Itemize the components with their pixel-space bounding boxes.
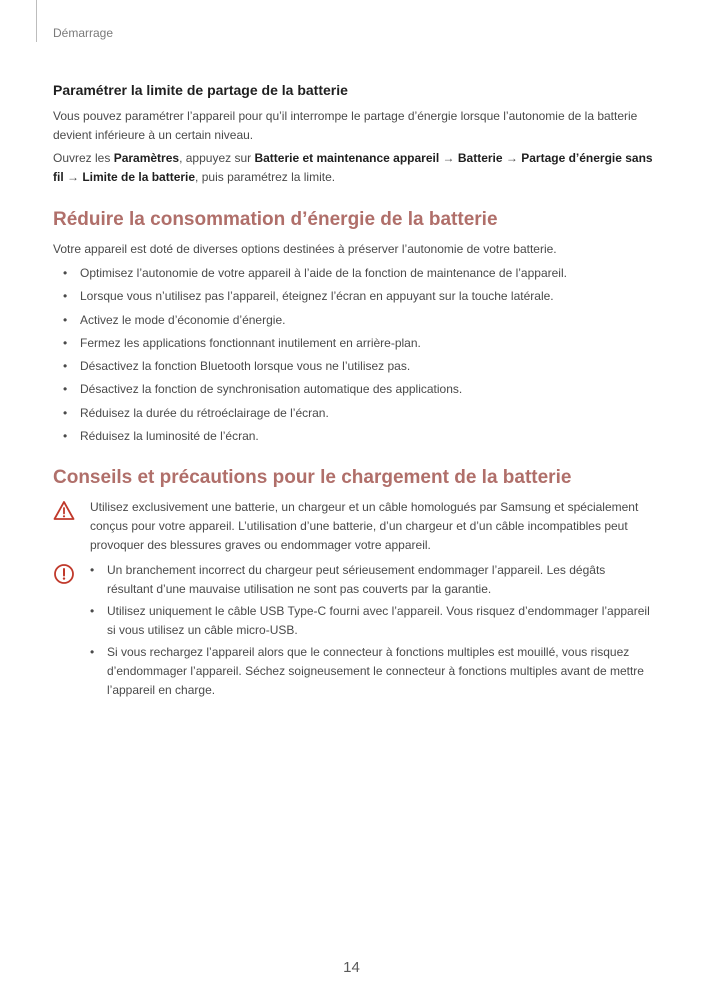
list-item: • Réduisez la durée du rétroéclairage de l’écran. xyxy=(53,405,653,422)
reduce-title: Réduire la consommation d’énergie de la batterie xyxy=(53,209,498,230)
tips-title: Conseils et précautions pour le chargement de la batterie xyxy=(53,467,572,489)
caution-note xyxy=(53,561,653,700)
list-item: • Activez le mode d’économie d’énergie. xyxy=(53,312,653,329)
page-number: 14 xyxy=(343,959,360,976)
list-item: • Optimisez l’autonomie de votre appareil à l’aide de la fonction de maintenance de l’appareil. xyxy=(53,265,653,282)
list-item: • Désactivez la fonction de synchronisation automatique des applications. xyxy=(53,381,653,398)
wireless-share-term: Partage d’énergie sans fil xyxy=(53,151,653,184)
list-item: • Un branchement incorrect du chargeur peut sérieusement endommager l’appareil. Les dégâts résultant d’une mauvaise utilisation ne sont pas couverts par la garantie. xyxy=(90,561,653,599)
warning-triangle-icon xyxy=(53,500,75,522)
caution-list xyxy=(90,561,653,700)
list-item: • Réduisez la luminosité de l’écran. xyxy=(53,428,653,445)
list-item: • Désactivez la fonction Bluetooth lorsque vous ne l’utilisez pas. xyxy=(53,358,653,375)
warning-text: Utilisez exclusivement une batterie, un chargeur et un câble homologués par Samsung et spécialement conçus pour votre appareil. L’utilisation d’une batterie, d’un chargeur et d’un câble incompatibles peut provoquer des blessures graves ou endommager votre appareil. xyxy=(90,500,639,553)
page-content xyxy=(53,82,653,704)
warning-note xyxy=(53,498,653,555)
list-item: • Lorsque vous n’utilisez pas l’appareil, éteignez l’écran en appuyant sur la touche latérale. xyxy=(53,288,653,305)
section-header: Démarrage xyxy=(53,26,114,40)
reduce-intro: Votre appareil est doté de diverses options destinées à préserver l’autonomie de votre batterie. xyxy=(53,242,557,256)
header-rule xyxy=(36,0,37,42)
battery-term: Batterie xyxy=(457,151,503,165)
battery-limit-term: Limite de la batterie xyxy=(82,170,196,184)
list-item: • Fermez les applications fonctionnant inutilement en arrière-plan. xyxy=(53,335,653,352)
list-item: • Utilisez uniquement le câble USB Type-C fourni avec l’appareil. Vous risquez d’endommager l’appareil si vous utilisez un câble micro-USB. xyxy=(90,602,653,640)
share-limit-para1: Vous pouvez paramétrer l’appareil pour qu’il interrompe le partage d’énergie lorsque l’autonomie de la batterie devient inférieure à un certain niveau. xyxy=(53,109,638,142)
share-limit-para2: Ouvrez les Paramètres, appuyez sur Batterie et maintenance appareil → Batterie → Partage d’énergie sans fil → Limite de la batterie, puis paramétrez la limite. xyxy=(53,151,653,184)
reduce-list xyxy=(53,265,653,445)
caution-circle-icon xyxy=(53,563,75,585)
list-item: • Si vous rechargez l’appareil alors que le connecteur à fonctions multiples est mouillé, vous risquez d’endommager l’appareil. Séchez soigneusement le connecteur à fonctions multiples avant de mettre l’appareil en charge. xyxy=(90,643,653,700)
share-limit-title: Paramétrer la limite de partage de la batterie xyxy=(53,82,348,98)
settings-term: Paramètres xyxy=(113,151,180,165)
battery-maintenance-term: Batterie et maintenance appareil xyxy=(254,151,440,165)
